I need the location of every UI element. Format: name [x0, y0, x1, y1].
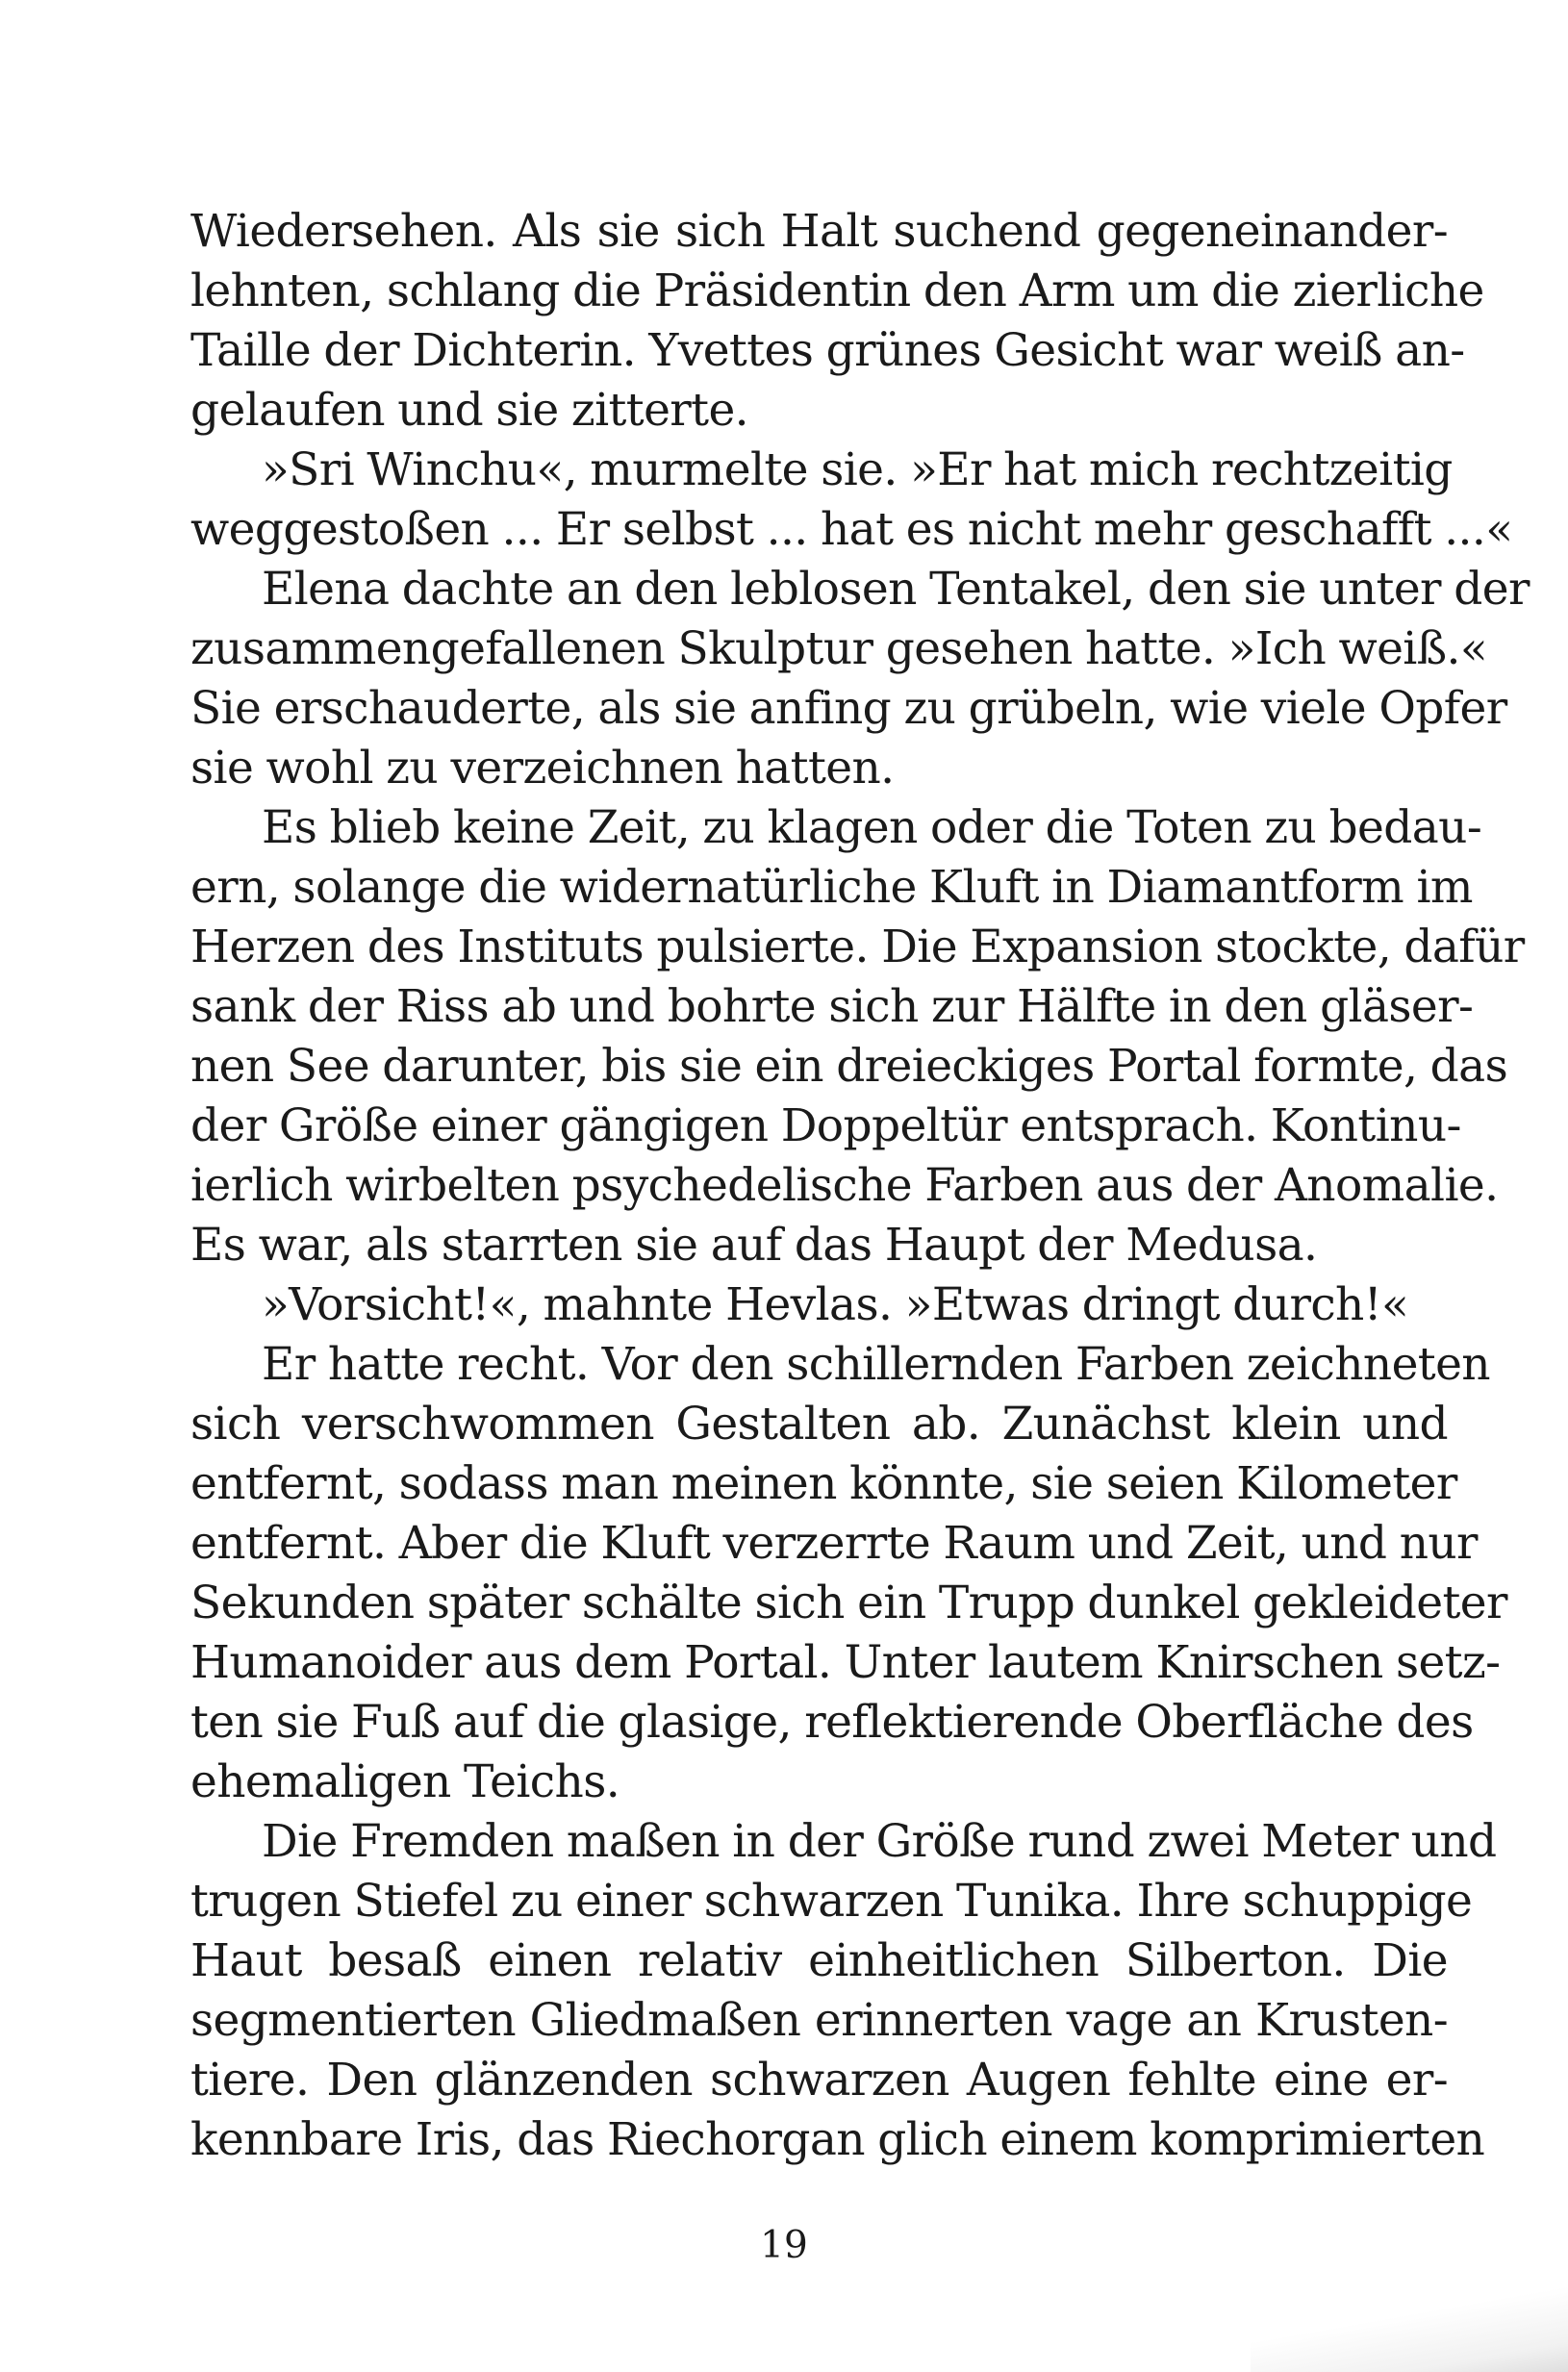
text-line: sich verschwommen Gestalten ab. Zunächst klein und	[190, 1398, 1448, 1451]
body-text	[190, 202, 1530, 2170]
text-line: Sekunden später schälte sich ein Trupp dunkel gekleideter	[190, 1577, 1507, 1629]
text-line: »Sri Winchu«, murmelte sie. »Er hat mich rechtzeitig	[262, 443, 1453, 496]
text-line: Die Fremden maßen in der Größe rund zwei Meter und	[262, 1815, 1497, 1868]
text-line: lehnten, schlang die Präsidentin den Arm um die zierliche	[190, 265, 1484, 317]
text-line: ern, solange die widernatürliche Kluft in Diamantform im	[190, 861, 1473, 914]
text-line: gelaufen und sie zitterte.	[190, 384, 749, 437]
text-line: weggestoßen ... Er selbst ... hat es nicht mehr geschafft ...«	[190, 503, 1513, 556]
text-line: Elena dachte an den leblosen Tentakel, den sie unter der	[262, 563, 1530, 616]
text-line: ehemaligen Teichs.	[190, 1755, 620, 1808]
text-line: trugen Stiefel zu einer schwarzen Tunika. Ihre schuppige	[190, 1875, 1473, 1928]
text-line: tiere. Den glänzenden schwarzen Augen fehlte eine er-	[190, 2054, 1448, 2107]
text-line: Er hatte recht. Vor den schillernden Farben zeichneten	[262, 1338, 1490, 1391]
text-line: ierlich wirbelten psychedelische Farben aus der Anomalie.	[190, 1159, 1499, 1212]
text-line: der Größe einer gängigen Doppeltür entsprach. Kontinu-	[190, 1099, 1461, 1152]
text-line: entfernt. Aber die Kluft verzerrte Raum und Zeit, und nur	[190, 1517, 1478, 1570]
text-line: sie wohl zu verzeichnen hatten.	[190, 742, 895, 795]
text-line: Wiedersehen. Als sie sich Halt suchend gegeneinander-	[190, 205, 1448, 258]
text-line: segmentierten Gliedmaßen erinnerten vage an Krusten-	[190, 1994, 1448, 2047]
page-number: 19	[760, 2224, 808, 2267]
text-line: Haut besaß einen relativ einheitlichen Silberton. Die	[190, 1934, 1448, 1987]
text-line: sank der Riss ab und bohrte sich zur Hälfte in den gläser-	[190, 980, 1474, 1033]
text-line: Es blieb keine Zeit, zu klagen oder die Toten zu bedau-	[262, 801, 1482, 854]
text-line: Herzen des Instituts pulsierte. Die Expansion stockte, dafür	[190, 921, 1525, 973]
text-line: zusammengefallenen Skulptur gesehen hatte. »Ich weiß.«	[190, 622, 1488, 675]
text-line: ten sie Fuß auf die glasige, reflektierende Oberfläche des	[190, 1696, 1474, 1749]
text-line: »Vorsicht!«, mahnte Hevlas. »Etwas dringt durch!«	[262, 1278, 1409, 1331]
text-line: Humanoider aus dem Portal. Unter lautem Knirschen setz-	[190, 1636, 1501, 1689]
text-line: Es war, als starrten sie auf das Haupt der Medusa.	[190, 1219, 1318, 1272]
text-line: entfernt, sodass man meinen könnte, sie seien Kilometer	[190, 1457, 1457, 1510]
text-line: kennbare Iris, das Riechorgan glich einem komprimierten	[190, 2113, 1485, 2166]
text-line: Taille der Dichterin. Yvettes grünes Gesicht war weiß an-	[190, 324, 1465, 377]
text-line: nen See darunter, bis sie ein dreieckiges Portal formte, das	[190, 1040, 1508, 1093]
text-line: Sie erschauderte, als sie anfing zu grübeln, wie viele Opfer	[190, 682, 1507, 735]
